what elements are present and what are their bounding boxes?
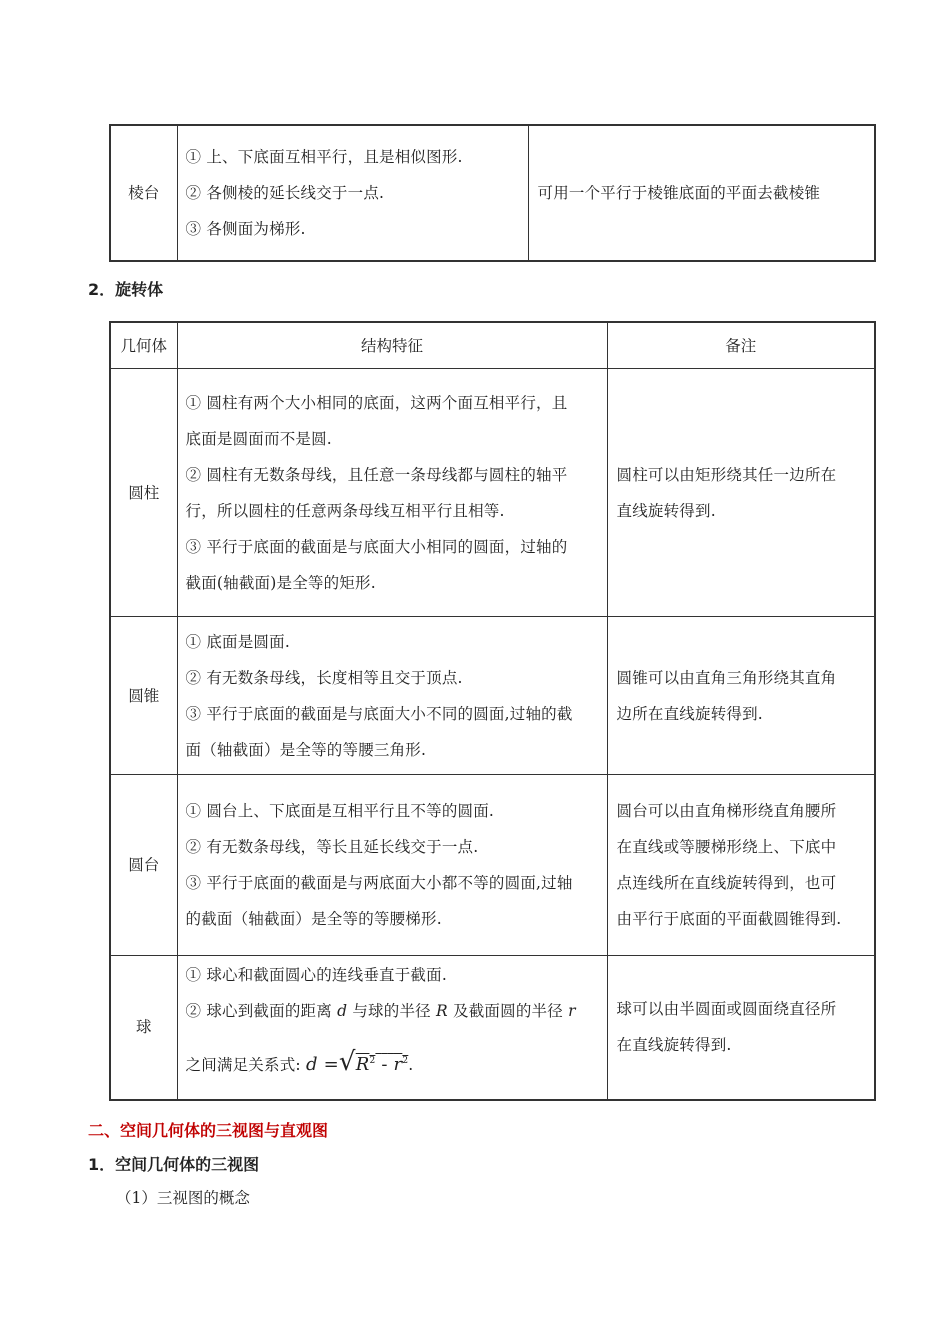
sphere-formula: $d =√R^2 - r^2$ [305,1047,409,1078]
remark: 圆柱可以由矩形绕其任一边所在 直线旋转得到. [607,369,875,617]
rotating-bodies-table [109,321,876,1101]
table-row [110,617,875,775]
structure-features: ① 圆柱有两个大小相同的底面，这两个面互相平行，且 底面是圆面而不是圆. ② 圆柱有无数条母线，且任意一条母线都与圆柱的轴平 行，所以圆柱的任意两条母线互相平行且相等. ③ 平行于底面的截面是与底面大小相同的圆面，过轴的 截面(轴截面)是全等的矩形. [177,369,607,617]
table-row [110,125,875,261]
section-title: 2．旋转体 [88,280,164,299]
remark: 圆台可以由直角梯形绕直角腰所 在直线或等腰梯形绕上、下底中 点连线所在直线旋转得到，也可 由平行于底面的平面截圆锥得到. [607,775,875,956]
structure-features: ① 底面是圆面. ② 有无数条母线，长度相等且交于顶点. ③ 平行于底面的截面是与底面大小不同的圆面,过轴的截 面（轴截面）是全等的等腰三角形. [177,617,607,775]
frustum-table [109,124,876,262]
solid-name: 球 [110,956,177,1100]
solid-name: 圆锥 [110,617,177,775]
header-features: 结构特征 [177,322,607,369]
solid-name: 圆台 [110,775,177,956]
solid-name: 圆柱 [110,369,177,617]
structure-features: ① 上、下底面互相平行，且是相似图形. ② 各侧棱的延长线交于一点. ③ 各侧面为梯形. [177,125,528,261]
header-solid: 几何体 [110,322,177,369]
sqrt-icon: √ [338,1047,356,1078]
table-header-row [110,322,875,369]
structure-features: ① 圆台上、下底面是互相平行且不等的圆面. ② 有无数条母线，等长且延长线交于一点. ③ 平行于底面的截面是与两底面大小都不等的圆面,过轴 的截面（轴截面）是全等的等腰梯形. [177,775,607,956]
solid-name: 棱台 [110,125,177,261]
chapter-title: 二、空间几何体的三视图与直观图 [88,1121,329,1140]
subsection-title: （1）三视图的概念 [116,1189,250,1207]
table-row [110,369,875,617]
structure-features: ① 球心和截面圆心的连线垂直于截面. ② 球心到截面的距离 d 与球的半径 R 及截面圆的半径 r 之间满足关系式: $d =√R^2 - r^2$. [177,956,607,1100]
table-row [110,956,875,1100]
relation-line: 之间满足关系式: $d =√R^2 - r^2$. [185,1047,414,1078]
header-remark: 备注 [607,322,875,369]
table-row [110,775,875,956]
remark: 球可以由半圆面或圆面绕直径所 在直线旋转得到. [607,956,875,1100]
remark: 可用一个平行于棱锥底面的平面去截棱锥 [528,125,875,261]
section-title: 1．空间几何体的三视图 [88,1155,260,1174]
remark: 圆锥可以由直角三角形绕其直角 边所在直线旋转得到. [607,617,875,775]
